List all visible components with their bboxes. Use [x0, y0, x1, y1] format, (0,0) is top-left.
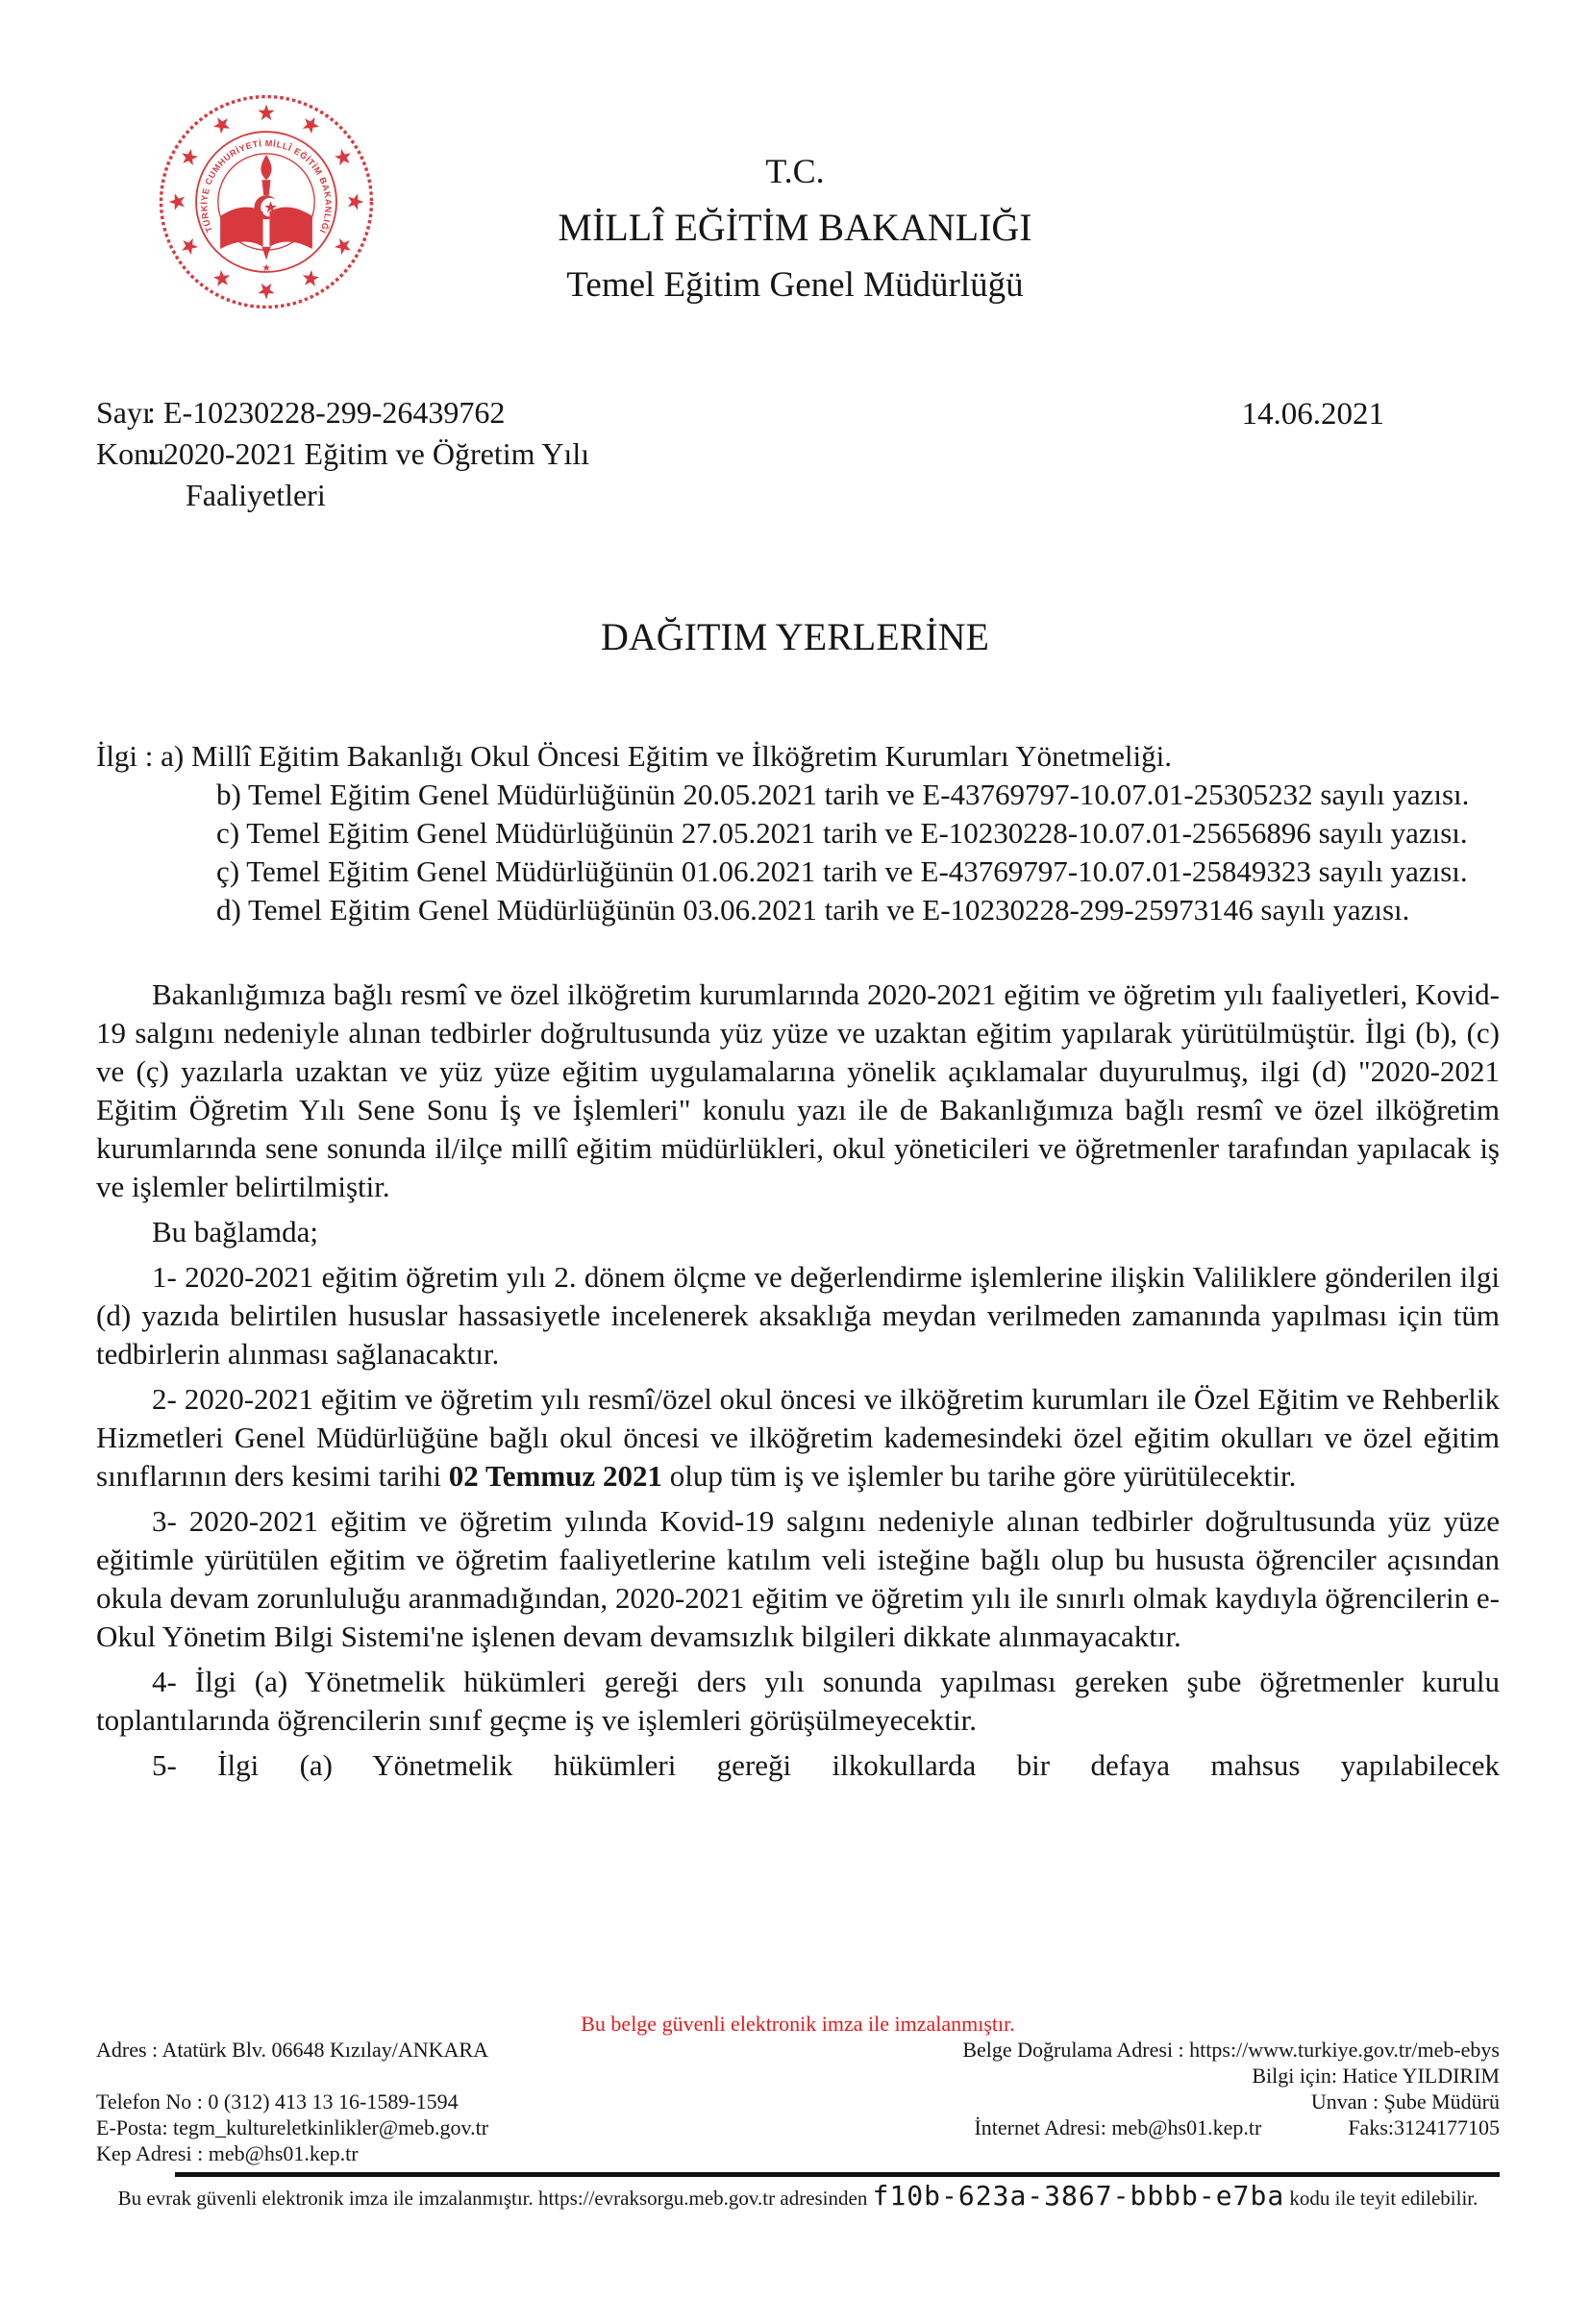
seal-ring-text: TÜRKİYE CUMHURİYETİ MİLLÎ EĞİTİM BAKANLIĞI	[199, 138, 334, 235]
body-paragraph: Bu bağlamda;	[152, 1215, 319, 1249]
footer-kep-address: Kep Adresi : meb@hs01.kep.tr	[96, 2141, 359, 2165]
body-segment: 2- 2020-2021 eğitim ve öğretim yılı resmî/özel okul öncesi ve ilköğretim kurumları ile Özel Eğitim ve Rehberlik Hizmetleri Genel Müdürlüğüne bağlı okul öncesi ve ilköğretim kademesindeki özel eğitim okulları ve özel eğitim sınıflarının ders kesimi tarihi	[96, 1382, 1500, 1493]
footer-email: E-Posta: tegm_kultureletkinlikler@meb.gov.tr	[96, 2115, 489, 2139]
recipient-heading: DAĞITIM YERLERİNE	[600, 615, 989, 658]
verification-prefix: Bu evrak güvenli elektronik imza ile imzalanmıştır. https://evraksorgu.meb.gov.tr adresinden	[117, 2187, 868, 2210]
reference-item: d) Temel Eğitim Genel Müdürlüğünün 03.06.2021 tarih ve E-10230228-299-25973146 sayılı yazısı.	[216, 893, 1410, 927]
body-paragraph: Bakanlığımıza bağlı resmî ve özel ilköğretim kurumlarında 2020-2021 eğitim ve öğretim yılı faaliyetleri, Kovid-19 salgını nedeniyle alınan tedbirler doğrultusunda yüz yüze ve uzaktan eğitim yapılarak yürütülmüştür. İlgi (b), (c) ve (ç) yazılarla uzaktan ve yüz yüze eğitim uygulamalarına yönelik açıklamalar duyurulmuş, ilgi (d) "2020-2021 Eğitim Öğretim Yılı Sene Sonu İş ve İşlemleri" konulu yazı ile de Bakanlığımıza bağlı resmî ve özel ilköğretim kurumlarında sene sonunda il/ilçe millî eğitim müdürlükleri, okul yöneticileri ve öğretmenler tarafından yapılacak iş ve işlemler belirtilmiştir.	[96, 977, 1500, 1203]
reference-item: ç) Temel Eğitim Genel Müdürlüğünün 01.06.2021 tarih ve E-43769797-10.07.01-25849323 sayılı yazısı.	[216, 854, 1468, 888]
republic-abbrev: T.C.	[765, 152, 825, 190]
ministry-name: MİLLÎ EĞİTİM BAKANLIĞI	[558, 206, 1032, 249]
document-date: 14.06.2021	[1241, 397, 1384, 432]
letter-body	[0, 976, 1590, 1785]
sayi-label: Sayı	[96, 395, 151, 430]
konu-label: Konu	[96, 436, 165, 471]
verification-line	[96, 2180, 1500, 2212]
konu-value-line2: Faaliyetleri	[186, 478, 326, 512]
reference-item: İlgi : a) Millî Eğitim Bakanlığı Okul Öncesi Eğitim ve İlköğretim Kurumları Yönetmeliği.	[96, 739, 1172, 773]
footer-block	[96, 2011, 1500, 2212]
footer-internet-address: İnternet Adresi: meb@hs01.kep.tr	[974, 2115, 1262, 2139]
document-meta	[0, 392, 1590, 516]
footer-phone: Telefon No : 0 (312) 413 13 16-1589-1594	[96, 2089, 459, 2114]
footer-address: Adres : Atatürk Blv. 06648 Kızılay/ANKARA	[96, 2038, 488, 2062]
footer-info-contact: Bilgi için: Hatice YILDIRIM	[1252, 2064, 1500, 2088]
sayi-value: : E-10230228-299-26439762	[147, 395, 506, 430]
footer-title: Unvan : Şube Müdürü	[1310, 2089, 1500, 2114]
footer-verify-address: Belge Doğrulama Adresi : https://www.turkiye.gov.tr/meb-ebys	[962, 2038, 1500, 2062]
body-segment: olup tüm iş ve işlemler bu tarihe göre yürütülecektir.	[661, 1459, 1297, 1493]
reference-item: b) Temel Eğitim Genel Müdürlüğünün 20.05.2021 tarih ve E-43769797-10.07.01-25305232 sayılı yazısı.	[216, 778, 1470, 811]
body-paragraph	[96, 1380, 1500, 1496]
footer-fax: Faks:3124177105	[1348, 2115, 1500, 2139]
deadline-date-bold: 02 Temmuz 2021	[448, 1459, 662, 1493]
references-block	[0, 737, 1590, 929]
e-signature-note: Bu belge güvenli elektronik imza ile imzalanmıştır.	[581, 2012, 1015, 2036]
reference-item: c) Temel Eğitim Genel Müdürlüğünün 27.05.2021 tarih ve E-10230228-10.07.01-25656896 sayılı yazısı.	[216, 816, 1468, 850]
department-name: Temel Eğitim Genel Müdürlüğü	[566, 265, 1024, 305]
svg-text:★: ★	[261, 262, 271, 274]
meb-ministry-seal-icon	[157, 92, 376, 311]
footer-divider	[175, 2172, 1500, 2177]
konu-row	[96, 433, 1500, 475]
body-paragraph: 4- İlgi (a) Yönetmelik hükümleri gereği ders yılı sonunda yapılması gereken şube öğretmenler kurulu toplantılarında öğrencilerin sınıf geçme iş ve işlemleri görüşülmeyecektir.	[96, 1665, 1500, 1737]
konu-value: : 2020-2021 Eğitim ve Öğretim Yılı	[147, 436, 590, 471]
seal-torch-book-emblem	[220, 155, 312, 260]
body-paragraph: 5- İlgi (a) Yönetmelik hükümleri gereği ilkokullarda bir defaya mahsus yapılabilecek	[152, 1748, 1500, 1782]
body-paragraph: 3- 2020-2021 eğitim ve öğretim yılında Kovid-19 salgını nedeniyle alınan tedbirler doğrultusunda yüz yüze eğitimle yürütülen eğitim ve öğretim faaliyetlerine katılım veli isteğine bağlı olup bu hususta öğrenciler açısından okula devam zorunluluğu aranmadığından, 2020-2021 eğitim ve öğretim yılı ile sınırlı olmak kaydıyla öğrencilerin e-Okul Yönetim Bilgi Sistemi'ne işlenen devam devamsızlık bilgileri dikkate alınmayacaktır.	[96, 1504, 1500, 1653]
verification-code: f10b-623a-3867-bbbb-e7ba	[872, 2180, 1285, 2212]
body-paragraph: 1- 2020-2021 eğitim öğretim yılı 2. dönem ölçme ve değerlendirme işlemlerine ilişkin Valiliklere gönderilen ilgi (d) yazıda belirtilen hususlar hassasiyetle incelenerek aksaklığa meydan verilmeden zamanında yapılması için tüm tedbirlerin alınması sağlanacaktır.	[96, 1260, 1500, 1371]
verification-suffix: kodu ile teyit edilebilir.	[1289, 2187, 1478, 2210]
